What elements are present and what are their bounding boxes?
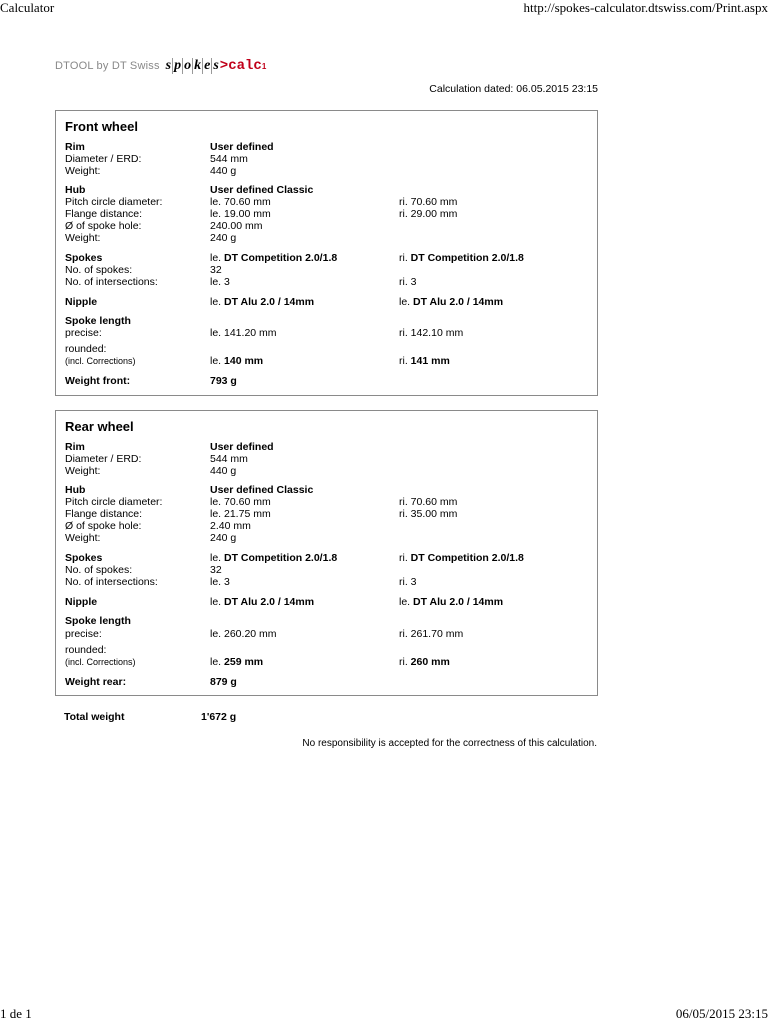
spoke-count-label: No. of spokes:	[65, 564, 133, 576]
calculation-date: Calculation dated: 06.05.2015 23:15	[429, 83, 598, 95]
pcd-right: ri. 70.60 mm	[399, 496, 458, 508]
rim-weight-label: Weight:	[65, 465, 101, 477]
nipple-right	[399, 596, 503, 608]
rim-weight-value: 440 g	[210, 465, 237, 477]
rounded-left-value: 140 mm	[224, 355, 264, 367]
nipple-left	[210, 296, 314, 308]
erd-label: Diameter / ERD:	[65, 153, 142, 165]
flange-label: Flange distance:	[65, 208, 143, 220]
logo-letter: e	[204, 58, 211, 73]
nipple-label: Nipple	[65, 296, 98, 308]
disclaimer: No responsibility is accepted for the correctness of this calculation.	[302, 738, 597, 749]
weight-rear-value: 879 g	[210, 676, 237, 688]
rim-weight-value: 440 g	[210, 165, 237, 177]
logo-calc: >calc	[219, 58, 262, 74]
erd-label: Diameter / ERD:	[65, 453, 142, 465]
precise-left: le. 141.20 mm	[210, 327, 277, 339]
nipple-right-value: DT Alu 2.0 / 14mm	[413, 296, 504, 308]
front-wheel-title: Front wheel	[65, 119, 138, 134]
precise-right: ri. 142.10 mm	[399, 327, 464, 339]
nipple-left-prefix: le.	[210, 296, 222, 308]
rounded-right	[399, 355, 450, 367]
spokes-right	[399, 252, 524, 264]
spoke-count-value: 32	[210, 564, 222, 576]
spoke-length-label: Spoke length	[65, 315, 131, 327]
spoke-count-label: No. of spokes:	[65, 264, 133, 276]
spoke-hole-value: 240.00 mm	[210, 220, 263, 232]
spoke-count-value: 32	[210, 264, 222, 276]
rounded-right-value: 260 mm	[410, 656, 450, 668]
hub-label: Hub	[65, 484, 86, 496]
hub-weight-value: 240 g	[210, 532, 237, 544]
weight-front-label: Weight front:	[65, 375, 131, 387]
erd-value: 544 mm	[210, 453, 248, 465]
precise-left: le. 260.20 mm	[210, 628, 277, 640]
flange-right: ri. 35.00 mm	[399, 508, 458, 520]
flange-right: ri. 29.00 mm	[399, 208, 458, 220]
logo-letter: p	[174, 58, 182, 73]
pcd-right: ri. 70.60 mm	[399, 196, 458, 208]
flange-left: le. 21.75 mm	[210, 508, 271, 520]
spokes-label: Spokes	[65, 252, 103, 264]
rim-label: Rim	[65, 441, 85, 453]
spokes-right-prefix: ri.	[399, 552, 408, 564]
hub-label: Hub	[65, 184, 86, 196]
logo-sup: 1	[261, 61, 267, 71]
spoke-length-label: Spoke length	[65, 615, 131, 627]
logo-letter: o	[184, 58, 192, 73]
intersections-right: ri. 3	[399, 276, 417, 288]
pcd-left: le. 70.60 mm	[210, 496, 271, 508]
rounded-right	[399, 656, 450, 668]
flange-left: le. 19.00 mm	[210, 208, 271, 220]
rounded-left-prefix: le.	[210, 656, 222, 668]
logo-letter: k	[194, 58, 202, 73]
pcd-left: le. 70.60 mm	[210, 196, 271, 208]
dt-swiss-logo	[55, 56, 266, 76]
precise-right: ri. 261.70 mm	[399, 628, 464, 640]
spokes-left-prefix: le.	[210, 552, 222, 564]
rounded-left	[210, 355, 263, 367]
precise-label: precise:	[65, 327, 102, 339]
rounded-left	[210, 656, 263, 668]
spoke-hole-label: Ø of spoke hole:	[65, 220, 142, 232]
rim-value: User defined	[210, 141, 274, 153]
spokes-left	[210, 252, 337, 264]
intersections-label: No. of intersections:	[65, 576, 158, 588]
weight-front-value: 793 g	[210, 375, 237, 387]
rear-wheel-title: Rear wheel	[65, 419, 134, 434]
corrections-label: (incl. Corrections)	[65, 356, 136, 366]
rounded-right-value: 141 mm	[410, 355, 450, 367]
flange-label: Flange distance:	[65, 508, 143, 520]
nipple-right-value: DT Alu 2.0 / 14mm	[413, 596, 504, 608]
rounded-right-prefix: ri.	[399, 355, 408, 367]
nipple-left-value: DT Alu 2.0 / 14mm	[224, 296, 315, 308]
pcd-label: Pitch circle diameter:	[65, 196, 163, 208]
nipple-right-prefix: le.	[399, 596, 411, 608]
print-header-url: http://spokes-calculator.dtswiss.com/Print.aspx	[523, 0, 768, 15]
nipple-left-prefix: le.	[210, 596, 222, 608]
spokes-right	[399, 552, 524, 564]
intersections-right: ri. 3	[399, 576, 417, 588]
spokes-right-value: DT Competition 2.0/1.8	[410, 252, 524, 264]
rounded-left-prefix: le.	[210, 355, 222, 367]
pcd-label: Pitch circle diameter:	[65, 496, 163, 508]
intersections-label: No. of intersections:	[65, 276, 158, 288]
nipple-right-prefix: le.	[399, 296, 411, 308]
logo-letter: s	[213, 58, 219, 73]
rim-label: Rim	[65, 141, 85, 153]
spoke-hole-value: 2.40 mm	[210, 520, 251, 532]
print-footer-page: 1 de 1	[0, 1006, 32, 1021]
hub-value: User defined Classic	[210, 484, 314, 496]
spokes-label: Spokes	[65, 552, 103, 564]
logo-prefix: DTOOL by DT Swiss	[55, 60, 160, 72]
spoke-hole-label: Ø of spoke hole:	[65, 520, 142, 532]
print-footer-datetime: 06/05/2015 23:15	[675, 1006, 768, 1021]
nipple-left-value: DT Alu 2.0 / 14mm	[224, 596, 315, 608]
erd-value: 544 mm	[210, 153, 248, 165]
nipple-label: Nipple	[65, 596, 98, 608]
hub-weight-value: 240 g	[210, 232, 237, 244]
rim-weight-label: Weight:	[65, 165, 101, 177]
hub-value: User defined Classic	[210, 184, 314, 196]
hub-weight-label: Weight:	[65, 532, 101, 544]
spokes-right-prefix: ri.	[399, 252, 408, 264]
corrections-label: (incl. Corrections)	[65, 657, 136, 667]
intersections-left: le. 3	[210, 576, 230, 588]
spokes-left-value: DT Competition 2.0/1.8	[224, 552, 338, 564]
spokes-right-value: DT Competition 2.0/1.8	[410, 552, 524, 564]
rear-wheel-card	[55, 410, 598, 696]
front-wheel-card	[55, 110, 598, 396]
print-header-title: Calculator	[0, 0, 55, 15]
precise-label: precise:	[65, 628, 102, 640]
nipple-left	[210, 596, 314, 608]
spokes-left	[210, 552, 337, 564]
total-weight-value: 1'672 g	[201, 711, 237, 723]
spokes-left-prefix: le.	[210, 252, 222, 264]
rounded-label: rounded:	[65, 644, 107, 656]
hub-weight-label: Weight:	[65, 232, 101, 244]
weight-rear-label: Weight rear:	[65, 676, 127, 688]
spokes-left-value: DT Competition 2.0/1.8	[224, 252, 338, 264]
rim-value: User defined	[210, 441, 274, 453]
logo-letter: s	[165, 58, 172, 73]
nipple-right	[399, 296, 503, 308]
logo-spokes-word	[165, 58, 220, 74]
rounded-label: rounded:	[65, 343, 107, 355]
rounded-left-value: 259 mm	[224, 656, 264, 668]
rounded-right-prefix: ri.	[399, 656, 408, 668]
intersections-left: le. 3	[210, 276, 230, 288]
total-weight-label: Total weight	[64, 711, 125, 723]
